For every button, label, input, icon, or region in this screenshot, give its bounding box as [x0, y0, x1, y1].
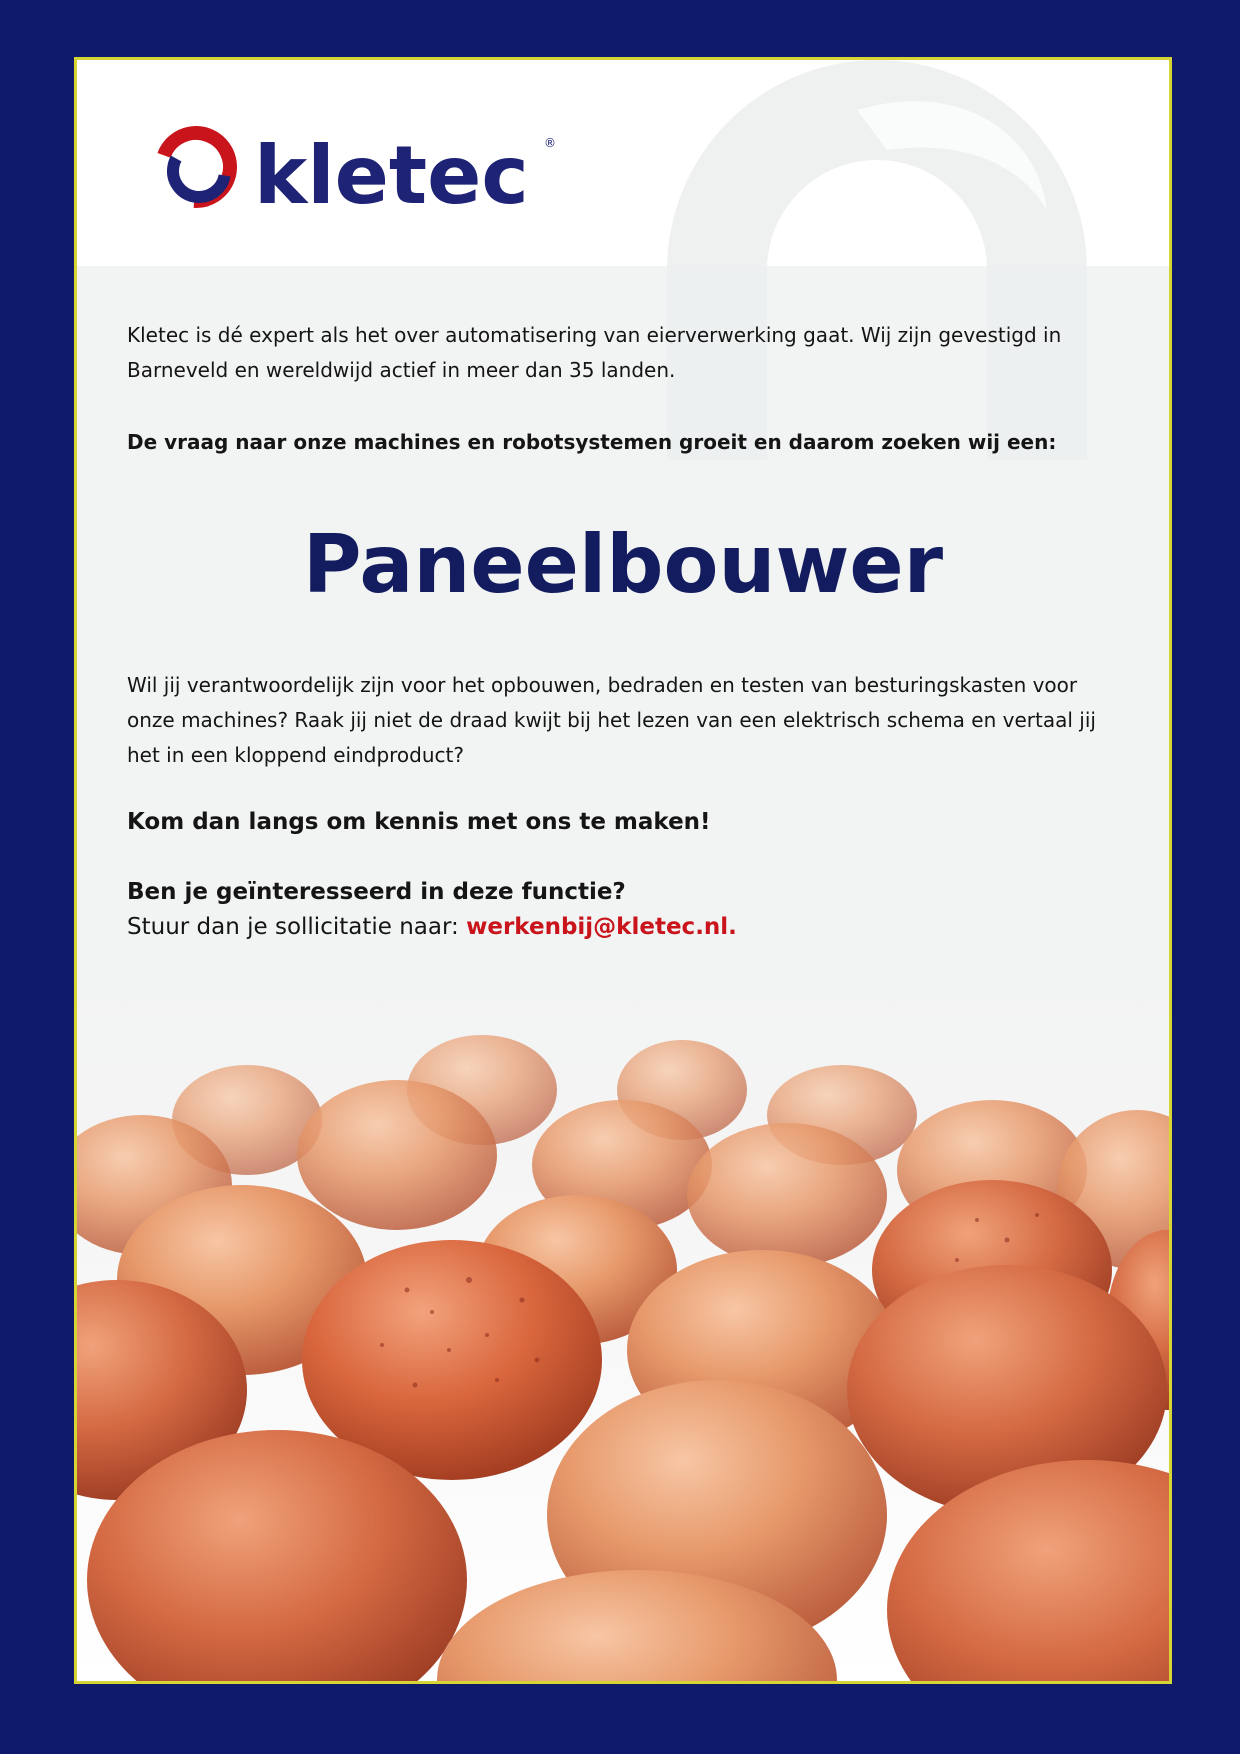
- lead-paragraph: De vraag naar onze machines en robotsystemen groeit en daarom zoeken wij een:: [127, 430, 1057, 454]
- interest-question: Ben je geïnteresseerd in deze functie?: [127, 879, 626, 905]
- poster: [74, 57, 1172, 1684]
- job-description: Wil jij verantwoordelijk zijn voor het opbouwen, bedraden en testen van besturingskasten voor onze machines? Raak jij niet de draad kwijt bij het lezen van een elektrisch schema en vertaal jij het in een kloppend eindproduct?: [127, 673, 1096, 767]
- background-logo-mark: [657, 57, 1117, 460]
- call-to-action: Kom dan langs om kennis met ons te maken!: [127, 809, 711, 835]
- email-link[interactable]: werkenbij@kletec.nl.: [466, 914, 737, 940]
- logo-wordmark: kletec: [254, 129, 529, 222]
- job-title: Paneelbouwer: [302, 518, 944, 611]
- kletec-logo: [149, 115, 559, 225]
- registered-mark: ®: [544, 136, 556, 150]
- intro-paragraph: Kletec is dé expert als het over automatisering van eierverwerking gaat. Wij zijn gevestigd in Barneveld en wereldwijd actief in meer dan 35 landen.: [127, 323, 1062, 382]
- eggs-photo: [77, 940, 1169, 1681]
- kletec-logo-mark: [149, 115, 559, 225]
- apply-prefix: Stuur dan je sollicitatie naar:: [127, 914, 459, 940]
